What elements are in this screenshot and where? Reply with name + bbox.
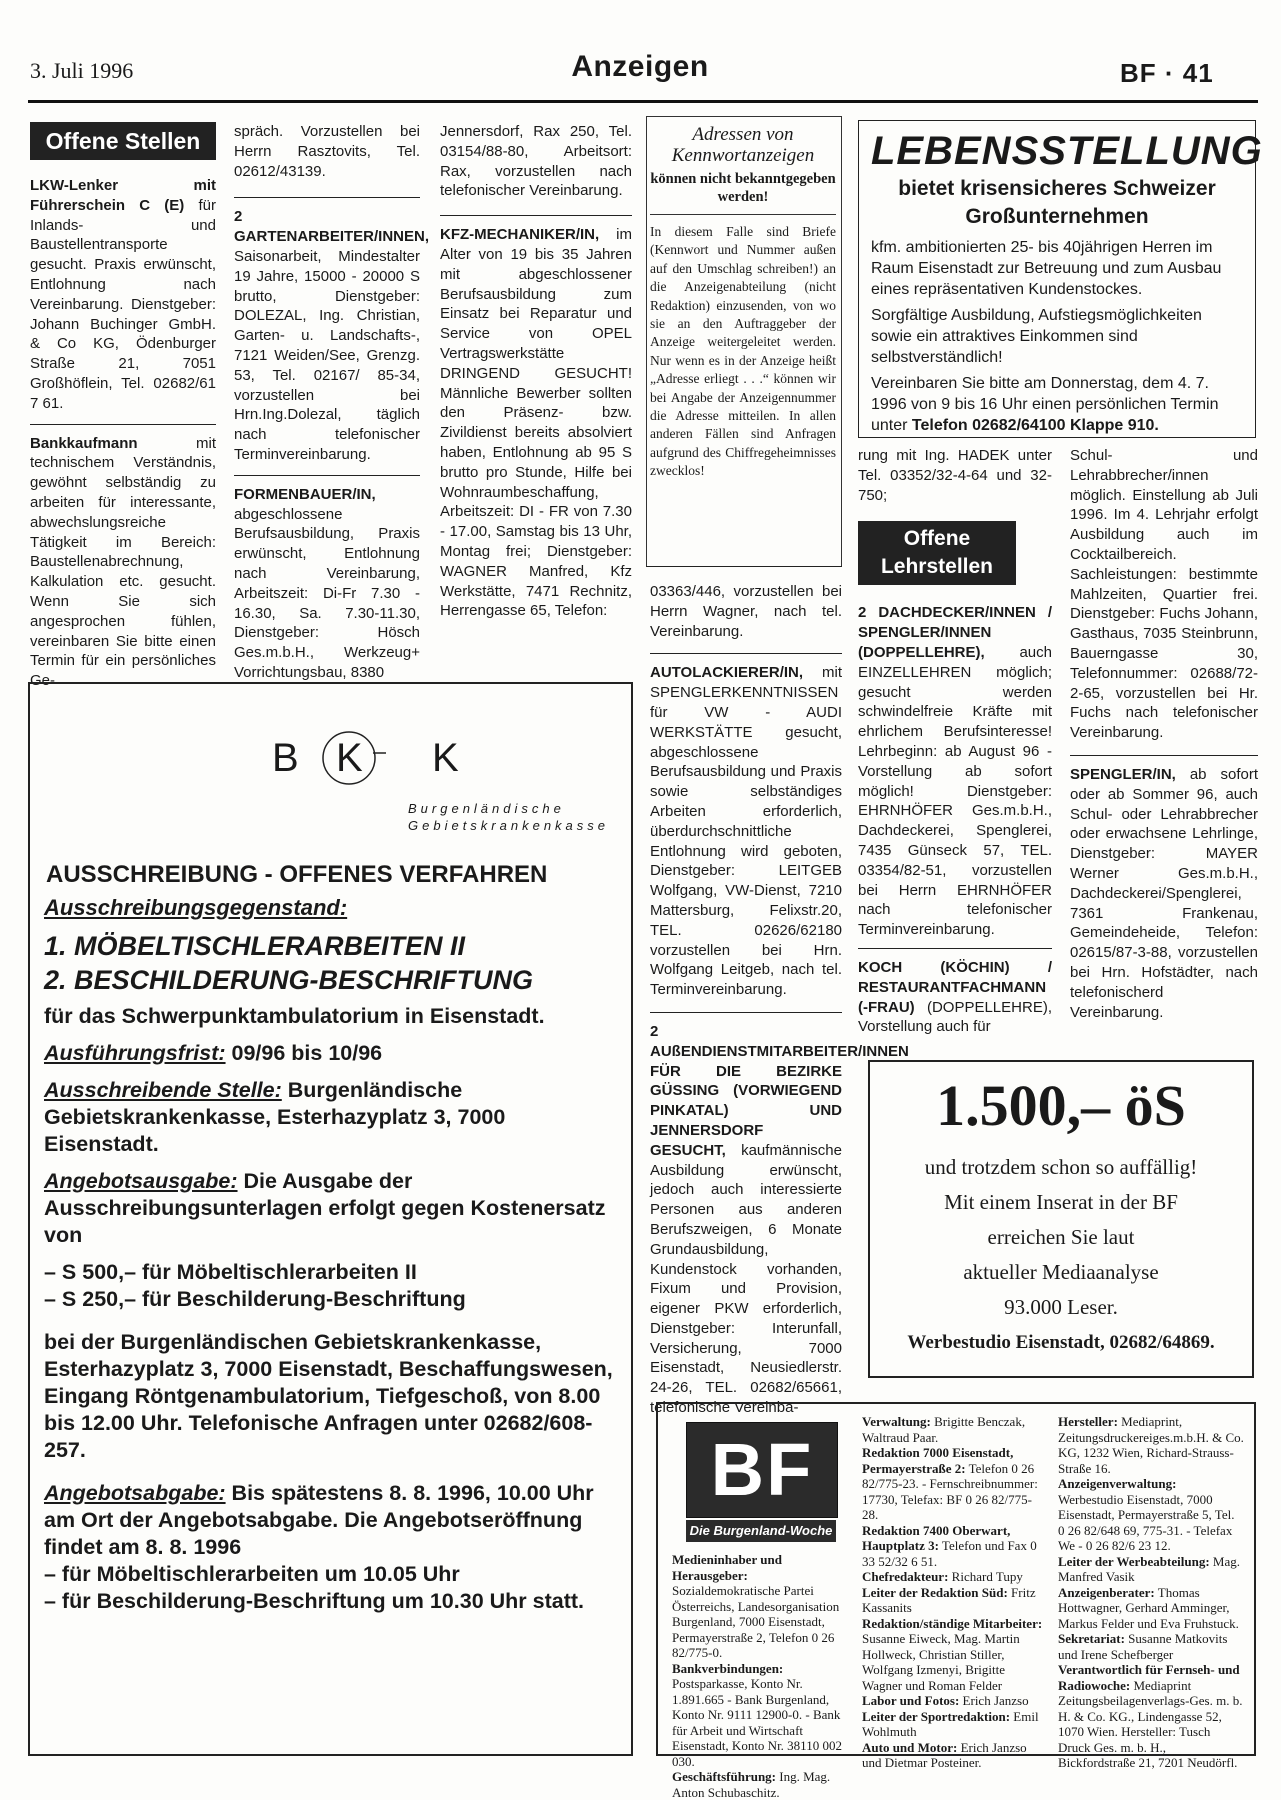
logo-letter-k2: K — [432, 736, 459, 780]
separator — [858, 948, 1052, 949]
logo-letter-b: B — [272, 736, 299, 780]
impressum — [656, 1402, 1256, 1800]
separator — [234, 475, 420, 476]
separator — [30, 424, 216, 425]
job-gartenarbeiter: 2 GARTENARBEITER/INNEN, Saisonarbeit, Mindestalter 19 Jahre, 15000 - 20000 S brutto, Dienstgeber: DOLEZAL, Ing. Christian, Garten- u. Landschafts-, 7121 Weiden/See, Grenzg. 53, Tel. 02167/ 85-34, vorzustellen bei Hrn.Ing.Dolezal, täglich nach telefonischer Terminvereinbarung. — [234, 208, 430, 463]
section-title: Anzeigen — [571, 50, 709, 83]
price-ad: 1.500,– öS und trotzdem schon so auffällig! Mit einem Inserat in der BF erreichen Sie laut aktueller Mediaanalyse 93.000 Leser. Werbestudio Eisenstadt, 02682/64869. — [868, 1060, 1254, 1378]
column-2 — [234, 122, 430, 683]
bf-logo: BF — [686, 1422, 838, 1518]
job-continuation: rung mit Ing. HADEK unter Tel. 03352/32-4-64 und 32-750; — [858, 447, 1052, 504]
job-spengler: SPENGLER/IN, ab sofort oder ab Sommer 96, auch Schul- oder Lehrabbrecher oder erwachsene Lehrlinge, Dienstgeber: MAYER Werner Ges.m.b.H., Dachdeckerei/Spenglerei, 7361 Frankenau, Gemeindeheide, Telefon: 02615/87-3-88, vorzustellen bei Hrn. Hofstädter, nach telefonischerd Vereinbarung. — [1070, 765, 1258, 1021]
lebensstellung-ad: LEBENSSTELLUNG bietet krisensicheres Schweizer Großunternehmen kfm. ambitionierten 25- bis 40jährigen Herren im Raum Eisenstadt zur Betreuung und zum Ausbau eines repräsentativen Kundenstockes. Sorgfältige Ausbildung, Aufstiegsmöglichkeiten sowie ein attraktives Einkommen sind selbstverständlich! Vereinbaren Sie bitte am Donnerstag, dem 4. 7. 1996 von 9 bis 16 Uhr einen persönlichen Termin unter Telefon 02682/64100 Klappe 910. — [858, 120, 1256, 438]
lebensstellung-subtitle: bietet krisensicheres Schweizer Großunternehmen — [898, 177, 1216, 228]
impressum-col-1: Medieninhaber und Herausgeber: Sozialdemokratische Partei Österreichs, Landesorganisation Burgenland, 7000 Eisenstadt, Permayerstraße 2, Telefon 0 26 82/775-0. Bankverbindungen: Postsparkasse, Konto Nr. 1.891.665 - Bank Burgenland, Konto Nr. 9111 12900-0. - Bank für Arbeit und Wirtschaft Eisenstadt, Konto Nr. 38110 002 030. Geschäftsführung: Ing. Mag. Anton Schubaschitz. — [672, 1552, 842, 1800]
separator — [440, 215, 632, 216]
job-kfz-mechaniker: KFZ-MECHANIKER/IN, im Alter von 19 bis 35 Jahren mit abgeschlossener Berufsausbildung zum Einsatz bei Reparatur und Service von OPEL Vertragswerkstätte DRINGEND GESUCHT! Männliche Bewerber sollten den Präsenz- bzw. Zivildienst bereits absolviert haben, Entlohnung ab 95 S brutto pro Stunde, Hilfe bei Wohnraumbeschaffung, Arbeitszeit: DI - FR von 7.30 - 17.00, Samstag bis 13 Uhr, Montag frei; Dienstgeber: WAGNER Manfred, Kfz Werkstätte, 7471 Rechnitz, Herrengasse 65, Telefon: — [440, 226, 632, 620]
tender-title: AUSSCHREIBUNG - OFFENES VERFAHREN — [46, 861, 548, 888]
job-dachdecker: 2 DACHDECKER/INNEN / SPENGLER/INNEN (DOPPELLEHRE), auch EINZELLEHREN möglich; gesucht werden schwindelfreie Kräfte mit ehrlichem Berufsinteresse! Lehrbeginn: ab August 96 - Vorstellung ab sofort möglich! Dienstgeber: EHRNHÖFER Ges.m.b.H., Dachdeckerei, Spenglerei, 7435 Günseck 57, TEL. 03354/82-51, vorzustellen bei Herrn EHRNHÖFER nach telefonischer Terminvereinbarung. — [858, 604, 1052, 939]
page-number: BF · 41 — [1120, 58, 1214, 88]
column-5 — [858, 446, 1052, 1037]
column-4 — [650, 582, 909, 1418]
kennwort-frame — [646, 116, 842, 567]
issue-date: 3. Juli 1996 — [30, 58, 134, 83]
offene-lehrstellen-heading: Offene Lehrstellen — [858, 521, 1016, 585]
separator — [650, 653, 842, 654]
job-continuation: Schul- und Lehrabbrecher/innen möglich. Einstellung ab Juli 1996. Im 4. Lehrjahr erfolgt Ausbildung auch im Cocktailbereich. Sachleistungen: bestimmte Mahlzeiten, Quartier frei. Dienstgeber: Fuchs Johann, Gasthaus, 7035 Steinbrunn, Bauerngasse 30, Telefonnummer: 02688/72-2-65, vorzustellen bei Hr. Fuchs nach telefonischer Vereinbarung. — [1070, 447, 1258, 742]
bgkk-tender-ad — [28, 682, 633, 1756]
offene-stellen-heading: Offene Stellen — [30, 122, 216, 160]
column-6 — [1070, 446, 1258, 1022]
job-lkw-lenker: LKW-Lenker mit Führerschein C (E) für Inlands- und Baustellentransporte gesucht. Praxis erwünscht, Entlohnung nach Vereinbarung. Dienstgeber: Johann Buchinger GmbH. & Co KG, Ödenburger Straße 21, 7051 Großhöflein, Tel. 02682/61 7 61. — [30, 177, 217, 412]
bgkk-logo — [262, 724, 562, 788]
price-ad-price: 1.500,– öS — [936, 1073, 1186, 1138]
bf-logo-subtitle: Die Burgenland-Woche — [686, 1520, 836, 1542]
separator — [1070, 755, 1258, 756]
job-continuation: spräch. Vorzustellen bei Herrn Rasztovits, Tel. 02612/43139. — [234, 123, 420, 180]
separator — [650, 1012, 842, 1013]
tender-body: Ausschreibungsgegenstand: 1. MÖBELTISCHLERARBEITEN II 2. BESCHILDERUNG-BESCHRIFTUNG für das Schwerpunktambulatorium in Eisenstadt. Ausführungsfrist: 09/96 bis 10/96 Ausschreibende Stelle: Burgenländische Gebietskrankenkasse, Esterhazyplatz 3, 7000 Eisenstadt. Angebotsausgabe: Die Ausgabe der Ausschreibungsunterlagen erfolgt gegen Kostenersatz von – S 500,– für Möbeltischlerarbeiten II – S 250,– für Beschilderung-Beschriftung bei der Burgenländischen Gebietskrankenkasse, Esterhazyplatz 3, 7000 Eisenstadt, Beschaffungswesen, Eingang Röntgenambulatorium, Tiefgeschoß, von 8.00 bis 12.00 Uhr. Telefonische Anfragen unter 02682/608-257. Angebotsabgabe: Bis spätestens 8. 8. 1996, 10.00 Uhr am Ort der Angebotsabgabe. Die Angebotseröffnung findet am 8. 8. 1996 – für Möbeltischlerarbeiten um 10.05 Uhr – für Beschilderung-Beschriftung um 10.30 Uhr statt. — [44, 895, 613, 1613]
impressum-col-2: Verwaltung: Brigitte Benczak, Waltraud Paar. Redaktion 7000 Eisenstadt, Permayerstraße 2: Telefon 0 26 82/775-23. - Fernschreibnummer: 17730, Telefax: BF 0 26 82/775-28. Redaktion 7400 Oberwart, Hauptplatz 3: Telefon und Fax 0 33 52/32 6 51. Chefredakteur: Richard Tupy Leiter der Redaktion Süd: Fritz Kassanits Redaktion/ständige Mitarbeiter: Susanne Eiweck, Mag. Martin Hollweck, Christian Stiller, Wolfgang Izmenyi, Brigitte Wagner und Roman Felder Labor und Fotos: Erich Janzso Leiter der Sportredaktion: Emil Wohlmuth Auto und Motor: Erich Janzso und Dietmar Posteiner. — [862, 1414, 1043, 1770]
job-autolackierer: AUTOLACKIERER/IN, mit SPENGLERKENNTNISSEN für VW - AUDI WERKSTÄTTE gesucht, abgeschlossene Berufsausbildung und Praxis sowie selbständiges Arbeiten erforderlich, überdurchschnittliche Entlohnung wird geboten, Dienstgeber: LEITGEB Wolfgang, VW-Dienst, 7210 Mattersburg, Felixstr.20, TEL. 02626/62180 vorzustellen bei Hrn. Wolfgang Leitgeb, nach tel. Terminvereinbarung. — [650, 664, 842, 999]
job-koch: KOCH (KÖCHIN) / RESTAURANTFACHMANN (-FRAU) (DOPPELLEHRE), Vorstellung auch für — [858, 958, 1052, 1036]
job-aussendienst: 2 AUßENDIENSTMITARBEITER/INNEN FÜR DIE BEZIRKE GÜSSING (VORWIEGEND PINKATAL) UND JENNERSDORF GESUCHT, kaufmännische Ausbildung erwünscht, jedoch auch interessierte Personen aus anderen Berufszweigen, 6 Monate Grundausbildung, Kundenstock vorhanden, Fixum und Provision, eigener PKW erforderlich, Dienstgeber: Interunfall, Versicherung, 7000 Eisenstadt, Neusiedlerstr. 24-26, TEL. 02682/65661, telefonische Vereinba- — [650, 1022, 909, 1417]
column-3 — [440, 122, 632, 621]
impressum-col-3: Hersteller: Mediaprint, Zeitungsdruckereiges.m.b.H. & Co. KG, 1232 Wien, Richard-Strauss-Straße 16. Anzeigenverwaltung: Werbestudio Eisenstadt, 7000 Eisenstadt, Permayerstraße 5, Tel. 0 26 82/648 69, 775-31. - Telefax We - 0 26 82/6 23 12. Leiter der Werbeabteilung: Mag. Manfred Vasik Anzeigenberater: Thomas Hottwagner, Gerhard Amminger, Markus Felder und Eva Fruhstuck. Sekretariat: Susanne Matkovits und Irene Schefberger Verantwortlich für Fernseh- und Radiowoche: Mediaprint Zeitungsbeilagenverlags-Ges. m. b. H. & Co. KG., Lindengasse 52, 1070 Wien. Hersteller: Tusch Druck Ges. m. b. H., Bickfordstraße 21, 7201 Neudörfl. — [1058, 1414, 1244, 1770]
kennwort-notice: Adressen von Kennwortanzeigen können nicht bekanntgegeben werden! In diesem Falle sind Briefe (Kennwort und Nummer außen auf den Umschlag schreiben!) an die Anzeigenabteilung (nicht Redaktion) einzusenden, von wo sie an den Auftraggeber der Anzeige weitergeleitet werden. Nur wenn es in der Anzeige heißt „Adresse erliegt . . .“ können wir bei Angabe der Anzeigennummer die Adresse mitteilen. In allen anderen Fällen sind Anfragen aufgrund des Chiffregeheimnisses zwecklos! — [650, 124, 836, 479]
job-formenbauer: FORMENBAUER/IN, abgeschlossene Berufsausbildung, Praxis erwünscht, Entlohnung nach Vereinbarung, Arbeitszeit: Di-Fr 7.30 - 16.30, Sa. 7.30-11.30, Dienstgeber: Hösch Ges.m.b.H., Werkzeug+ Vorrichtungsbau, 8380 — [234, 485, 420, 681]
job-continuation: Jennersdorf, Rax 250, Tel. 03154/88-80, Arbeitsort: Rax, vorzustellen nach telefonischer Vereinbarung. — [440, 123, 632, 200]
bgkk-logo-mark — [262, 724, 562, 788]
column-1 — [30, 122, 216, 691]
bgkk-name: Burgenländische Gebietskrankenkasse — [408, 801, 610, 833]
separator — [234, 197, 420, 198]
job-bankkaufmann: Bankkaufmann mit technischem Verständnis, gewöhnt selbständig zu arbeiten für interessante, abwechslungsreiche Tätigkeit im Bereich: Baustellenabrechnung, Kalkulation etc. gesucht. Wenn Sie sich angesprochen fühlen, vereinbaren Sie bitte einen Termin für ein persönliches Ge- — [30, 434, 216, 690]
job-continuation: 03363/446, vorzustellen bei Herrn Wagner, nach tel. Vereinbarung. — [650, 583, 842, 640]
logo-letter-k1: K — [336, 736, 363, 780]
header-rule — [28, 100, 1258, 103]
lebensstellung-title: LEBENSSTELLUNG — [871, 129, 1263, 173]
